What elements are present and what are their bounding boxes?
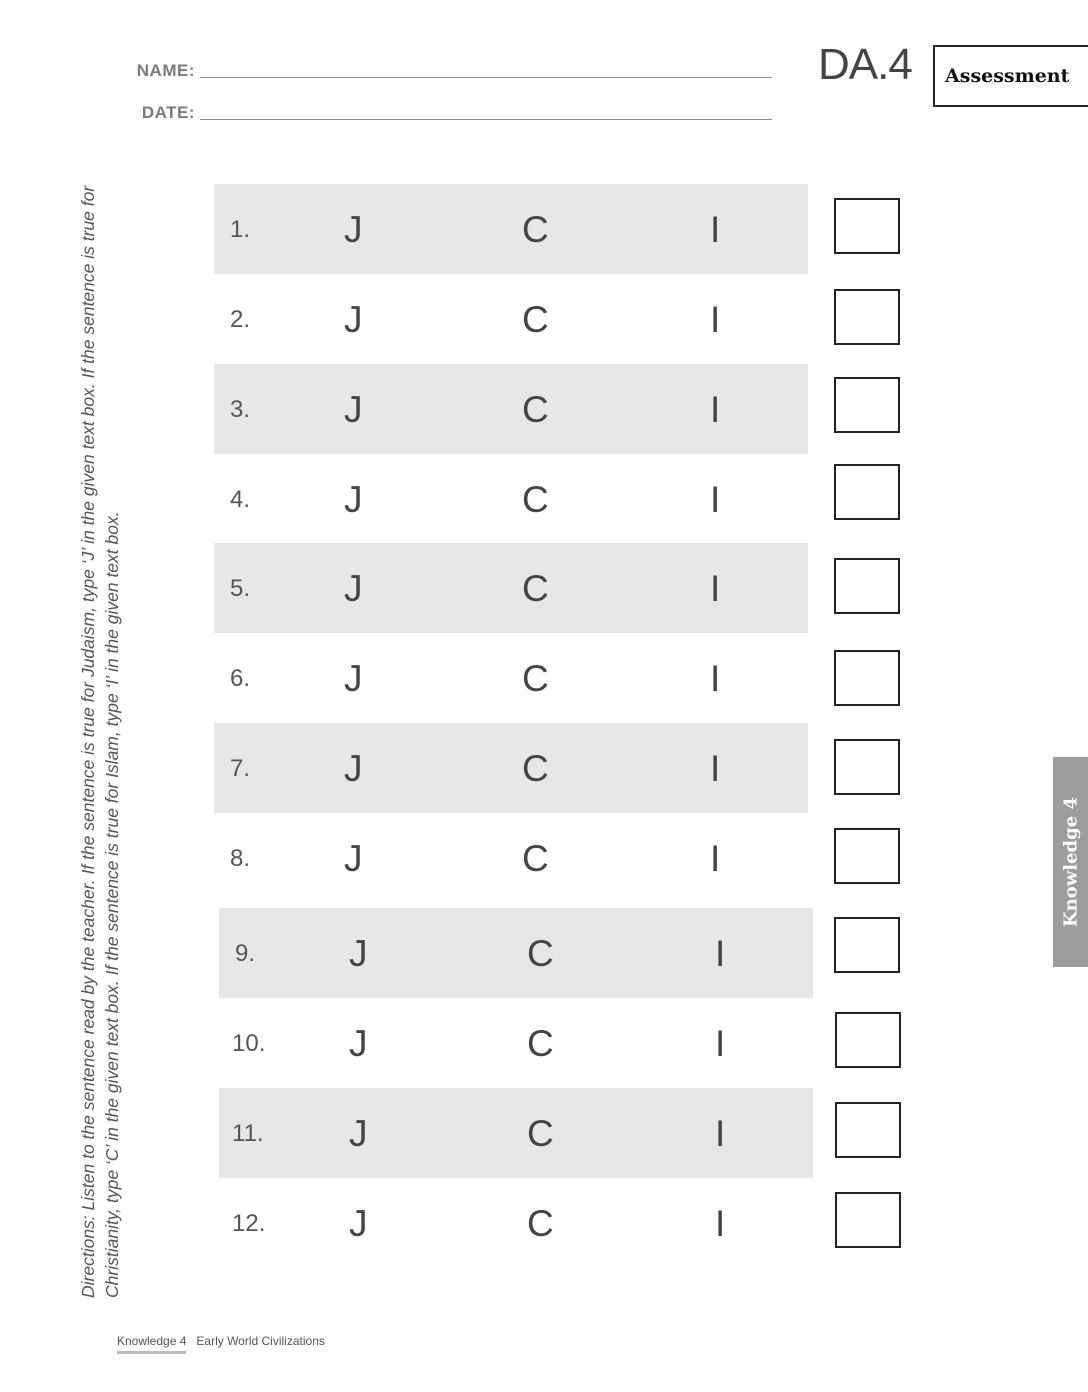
assessment-code: DA.4 xyxy=(818,40,912,89)
option-i: I xyxy=(715,1203,726,1244)
option-i: I xyxy=(710,209,721,250)
option-c: C xyxy=(527,933,554,974)
question-row xyxy=(214,723,808,813)
option-c: C xyxy=(522,838,549,879)
question-number: 4. xyxy=(230,486,251,513)
footer-title: Early World Civilizations xyxy=(196,1334,325,1348)
question-number: 7. xyxy=(230,755,251,782)
option-c: C xyxy=(522,658,549,699)
question-number: 9. xyxy=(235,940,256,967)
option-i: I xyxy=(715,1113,726,1154)
assessment-badge-label: Assessment xyxy=(945,65,1070,87)
question-number: 6. xyxy=(230,665,251,692)
answer-box[interactable] xyxy=(834,377,900,433)
question-number: 11. xyxy=(232,1120,264,1147)
answer-box[interactable] xyxy=(834,198,900,254)
question-number: 10. xyxy=(232,1030,266,1057)
question-row xyxy=(219,1088,813,1178)
name-label: NAME: xyxy=(136,61,195,80)
option-c: C xyxy=(522,748,549,789)
option-c: C xyxy=(522,389,549,430)
question-number: 2. xyxy=(230,306,251,333)
side-tab-label: Knowledge 4 xyxy=(1060,797,1081,927)
option-j: J xyxy=(344,568,363,609)
option-i: I xyxy=(710,479,721,520)
question-row xyxy=(219,998,813,1088)
footer xyxy=(117,1334,325,1354)
question-row xyxy=(214,184,808,274)
option-j: J xyxy=(349,1023,368,1064)
date-label: DATE: xyxy=(141,103,195,122)
option-c: C xyxy=(522,568,549,609)
option-j: J xyxy=(344,838,363,879)
answer-box[interactable] xyxy=(834,558,900,614)
date-line[interactable] xyxy=(200,119,772,120)
option-j: J xyxy=(349,1113,368,1154)
option-j: J xyxy=(344,748,363,789)
question-row xyxy=(214,633,808,723)
question-row xyxy=(214,813,808,903)
option-j: J xyxy=(349,933,368,974)
option-i: I xyxy=(715,1023,726,1064)
footer-unit: Knowledge 4 xyxy=(117,1334,186,1354)
question-number: 5. xyxy=(230,575,251,602)
option-c: C xyxy=(527,1023,554,1064)
question-row xyxy=(219,908,813,998)
question-row xyxy=(219,1178,813,1268)
option-j: J xyxy=(344,299,363,340)
directions-text: Directions: Listen to the sentence read by the teacher. If the sentence is true for Judaism, type ‘J’ in the given text box. If the sentence is true for Christianity, type ‘C’ in the given text box. If the sentence is true for Islam, type ‘I’ in the given text box. xyxy=(78,185,122,1298)
option-c: C xyxy=(522,299,549,340)
answer-box[interactable] xyxy=(834,464,900,520)
option-j: J xyxy=(344,658,363,699)
option-i: I xyxy=(710,299,721,340)
option-j: J xyxy=(349,1203,368,1244)
answer-box[interactable] xyxy=(834,739,900,795)
question-row xyxy=(214,543,808,633)
question-row xyxy=(214,274,808,364)
answer-box[interactable] xyxy=(834,917,900,973)
answer-box[interactable] xyxy=(835,1012,901,1068)
assessment-badge xyxy=(933,45,1088,107)
option-j: J xyxy=(344,209,363,250)
option-c: C xyxy=(522,209,549,250)
option-i: I xyxy=(710,389,721,430)
option-i: I xyxy=(715,933,726,974)
name-line[interactable] xyxy=(200,77,772,78)
option-j: J xyxy=(344,479,363,520)
option-c: C xyxy=(527,1203,554,1244)
option-i: I xyxy=(710,658,721,699)
option-i: I xyxy=(710,748,721,789)
answer-box[interactable] xyxy=(834,650,900,706)
question-row xyxy=(214,364,808,454)
question-number: 1. xyxy=(230,216,251,243)
question-number: 8. xyxy=(230,845,251,872)
option-c: C xyxy=(527,1113,554,1154)
answer-box[interactable] xyxy=(834,828,900,884)
question-number: 12. xyxy=(232,1210,266,1237)
option-i: I xyxy=(710,568,721,609)
option-c: C xyxy=(522,479,549,520)
answer-box[interactable] xyxy=(834,289,900,345)
side-tab xyxy=(1053,757,1088,967)
question-row xyxy=(214,454,808,544)
question-number: 3. xyxy=(230,396,251,423)
option-j: J xyxy=(344,389,363,430)
answer-box[interactable] xyxy=(835,1102,901,1158)
answer-box[interactable] xyxy=(835,1192,901,1248)
option-i: I xyxy=(710,838,721,879)
